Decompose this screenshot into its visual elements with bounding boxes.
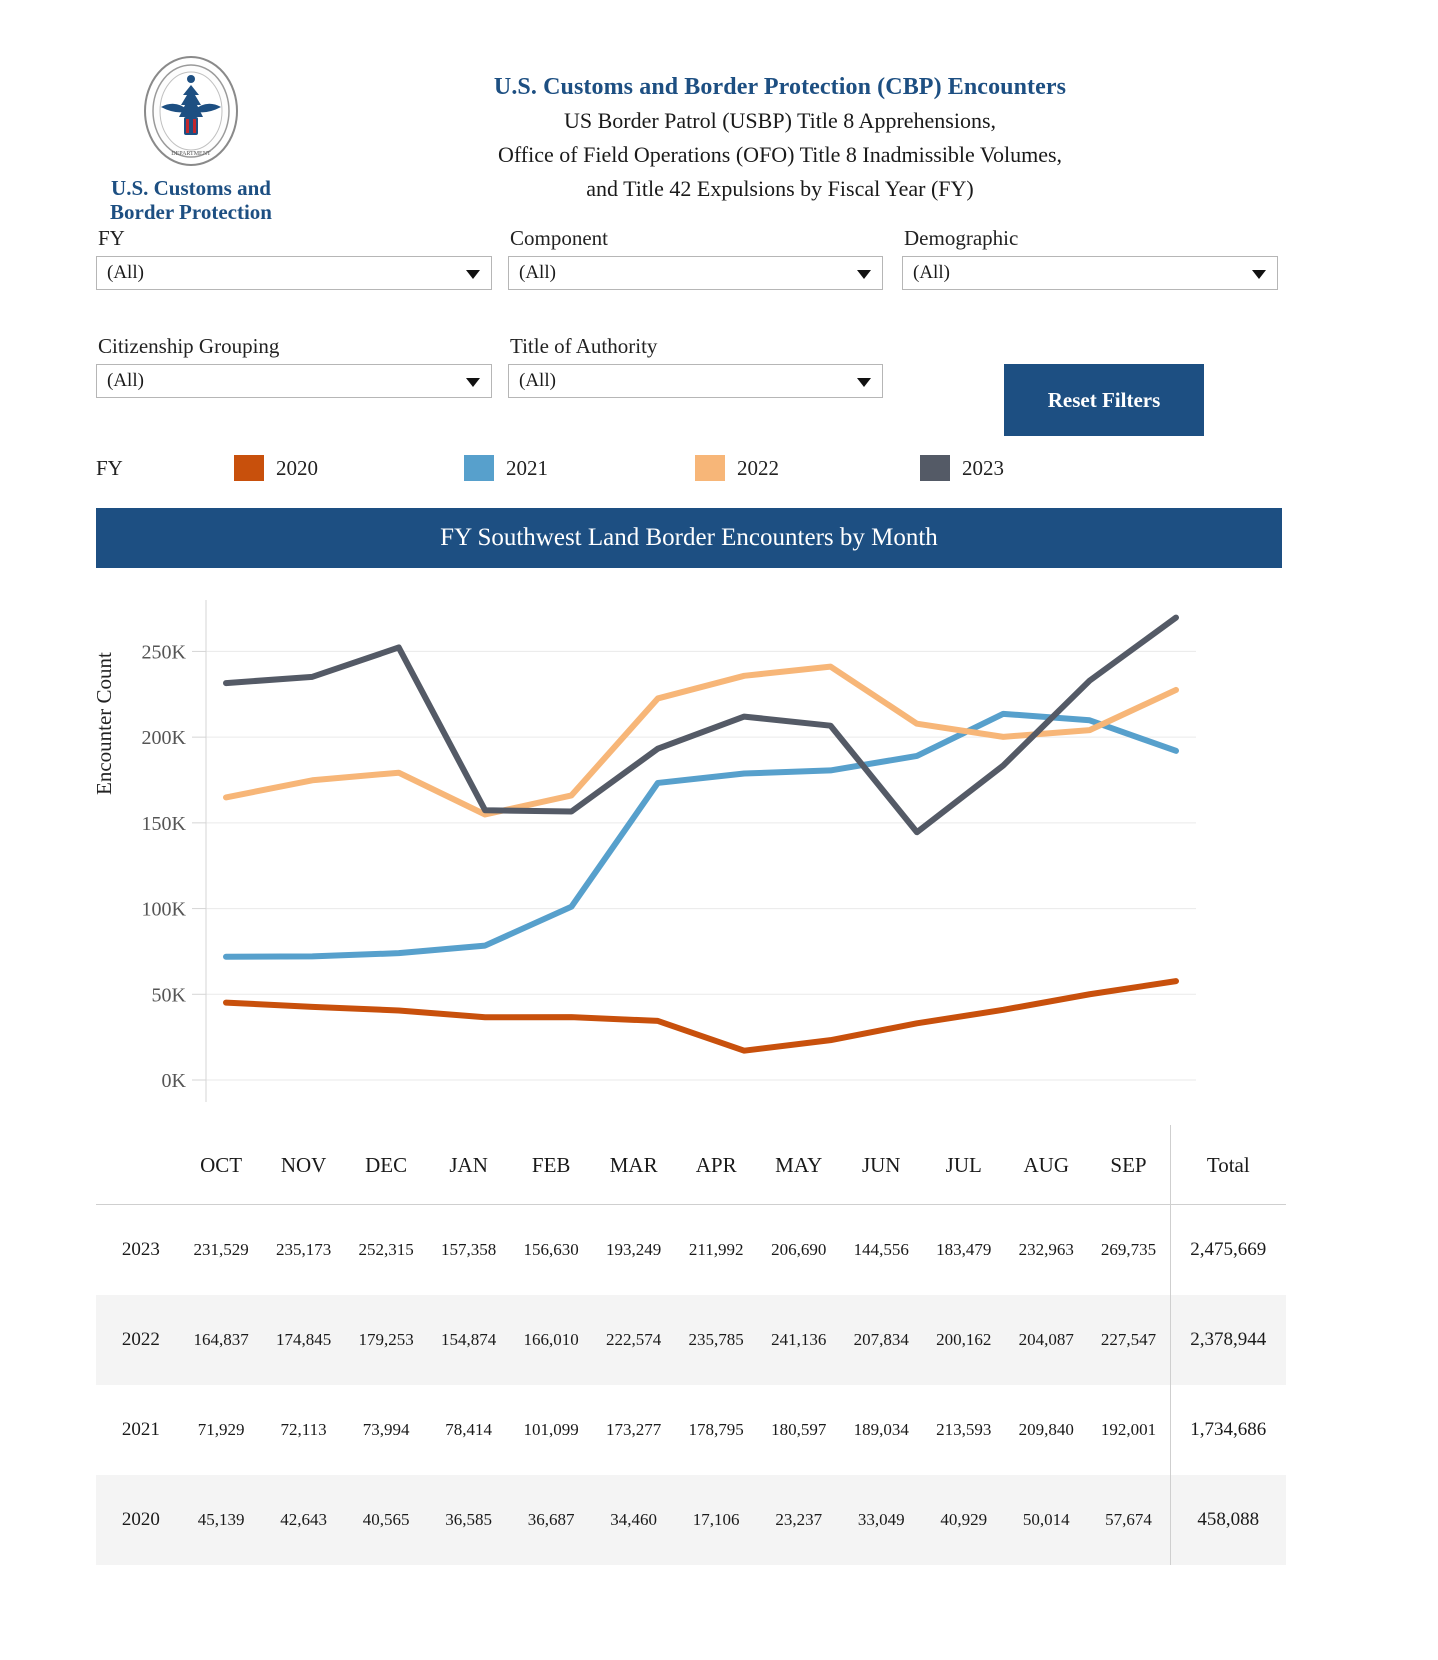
table-cell-apr: 178,795 [688,1420,744,1439]
filter-demographic-select[interactable] [902,256,1278,290]
legend-swatch-2020 [234,455,264,481]
table-cell-oct: 231,529 [193,1240,249,1259]
table-cell-mar: 173,277 [606,1420,662,1439]
table-cell-apr: 235,785 [675,1295,758,1385]
filter-citizenship-value: (All) [107,370,144,391]
filter-authority [508,336,883,398]
table-cell-mar: 193,249 [606,1240,662,1259]
table-row [96,1295,1286,1385]
table-cell-dec: 73,994 [362,1420,410,1439]
filter-authority-label: Title of Authority [510,334,658,358]
filter-demographic-label: Demographic [904,226,1019,250]
chevron-down-icon [466,378,480,387]
title-line2: US Border Patrol (USBP) Title 8 Apprehensions, [563,108,997,133]
legend-swatch-2021 [464,455,494,481]
table-col-total: Total [1170,1125,1286,1205]
table-cell-year: 2023 [121,1239,160,1260]
table-cell-aug: 209,840 [1018,1420,1074,1439]
filter-fy-value: (All) [107,262,144,283]
filter-demographic [902,228,1278,290]
table-cell-may: 23,237 [757,1475,840,1565]
filter-fy [96,228,492,290]
table-cell-dec: 40,565 [345,1475,428,1565]
title-main: U.S. Customs and Border Protection (CBP) Encounters [493,74,1067,100]
y-axis-title: Encounter Count [92,652,116,795]
legend-item-2020[interactable] [234,455,464,481]
filter-component-select[interactable] [508,256,883,290]
cbp-seal-icon [141,55,241,167]
table-cell-may: 241,136 [757,1295,840,1385]
table-cell-total: 1,734,686 [1170,1385,1286,1475]
table-cell-jan: 157,358 [441,1240,497,1259]
chart-series-2023 [226,618,1176,833]
page-header [0,0,1438,224]
legend-item-2021[interactable] [464,455,695,481]
encounters-table [96,1125,1286,1565]
table-cell-nov: 42,643 [262,1475,345,1565]
filter-citizenship-label: Citizenship Grouping [98,334,280,358]
filter-component [508,228,883,290]
filter-citizenship [96,336,492,398]
data-table-wrapper [96,1125,1286,1565]
table-col-oct: OCT [180,1125,263,1205]
logo-text-line2: Border Protection [110,199,272,224]
logo-text-line1: U.S. Customs and [111,176,271,200]
filter-row-1 [0,228,1438,336]
chevron-down-icon [857,378,871,387]
table-cell-mar: 222,574 [592,1295,675,1385]
y-tick-label: 150K [141,812,186,835]
chart-series-2021 [226,714,1176,957]
table-cell-oct: 45,139 [180,1475,263,1565]
y-tick-label: 250K [141,641,186,664]
table-col-mar: MAR [592,1125,675,1205]
table-col-year [96,1125,180,1205]
filter-fy-select[interactable] [96,256,492,290]
y-tick-label: 100K [141,898,186,921]
table-cell-dec: 179,253 [345,1295,428,1385]
table-cell-feb: 166,010 [510,1295,593,1385]
table-head [96,1125,1286,1205]
filter-authority-value: (All) [519,370,556,391]
table-cell-sep: 192,001 [1100,1420,1157,1439]
table-cell-jul: 213,593 [936,1420,992,1439]
table-cell-aug: 232,963 [1018,1240,1074,1259]
table-cell-oct: 71,929 [197,1420,245,1439]
legend-label-2020: 2020 [276,455,318,480]
table-cell-apr: 211,992 [688,1240,744,1259]
chevron-down-icon [1252,270,1266,279]
table-col-apr: APR [675,1125,758,1205]
y-tick-label: 50K [151,984,186,1007]
table-col-aug: AUG [1005,1125,1088,1205]
chart-title-bar: FY Southwest Land Border Encounters by Month [96,508,1282,568]
table-cell-jul: 183,479 [936,1240,992,1259]
filter-component-label: Component [510,226,608,250]
table-col-jul: JUL [922,1125,1005,1205]
table-cell-year: 2020 [96,1475,180,1565]
legend-swatch-2022 [695,455,725,481]
filter-panel [0,228,1438,444]
cbp-logo-block [96,55,286,224]
table-row [96,1385,1286,1475]
table-cell-jul: 40,929 [922,1475,1005,1565]
table-cell-total: 2,378,944 [1170,1295,1286,1385]
table-header-row [96,1125,1286,1205]
legend-label-2022: 2022 [737,455,779,480]
legend-item-2023[interactable] [920,455,1120,481]
reset-filters-button[interactable]: Reset Filters [1004,364,1204,436]
table-cell-year: 2022 [96,1295,180,1385]
table-cell-jul: 200,162 [922,1295,1005,1385]
page-title [330,74,1230,203]
table-cell-jan: 36,585 [427,1475,510,1565]
filter-citizenship-select[interactable] [96,364,492,398]
legend-item-2022[interactable] [695,455,920,481]
title-line4: and Title 42 Expulsions by Fiscal Year (FY) [586,176,974,202]
table-cell-year: 2021 [121,1419,160,1440]
table-cell-aug: 204,087 [1005,1295,1088,1385]
filter-component-value: (All) [519,262,556,283]
y-tick-label: 0K [161,1070,186,1092]
filter-demographic-value: (All) [913,262,950,283]
legend-label-2023: 2023 [962,455,1004,480]
table-cell-total: 2,475,669 [1170,1205,1286,1296]
table-cell-apr: 17,106 [675,1475,758,1565]
filter-row-2 [0,336,1438,444]
table-col-sep: SEP [1088,1125,1171,1205]
table-cell-total: 458,088 [1170,1475,1286,1565]
table-cell-jun: 189,034 [853,1420,909,1439]
filter-authority-select[interactable] [508,364,883,398]
table-row [96,1475,1286,1565]
chart-series-2020 [226,981,1176,1051]
table-cell-jan: 78,414 [445,1420,492,1439]
table-col-jun: JUN [840,1125,923,1205]
table-cell-mar: 34,460 [592,1475,675,1565]
table-cell-feb: 156,630 [523,1240,579,1259]
table-cell-nov: 235,173 [275,1240,332,1259]
table-col-nov: NOV [262,1125,345,1205]
svg-text:DEPARTMENT: DEPARTMENT [171,151,211,157]
table-cell-may: 180,597 [771,1420,827,1439]
table-cell-oct: 164,837 [180,1295,263,1385]
table-cell-dec: 252,315 [358,1240,414,1259]
table-cell-sep: 57,674 [1088,1475,1171,1565]
filter-fy-label: FY [98,226,125,250]
chart-legend [96,452,1286,484]
table-cell-may: 206,690 [771,1240,827,1259]
legend-label-2021: 2021 [506,455,548,480]
table-cell-feb: 101,099 [523,1420,579,1439]
table-cell-feb: 36,687 [510,1475,593,1565]
table-body [96,1205,1286,1566]
table-col-dec: DEC [345,1125,428,1205]
y-tick-label: 200K [141,727,186,750]
table-col-feb: FEB [510,1125,593,1205]
table-col-may: MAY [757,1125,840,1205]
table-cell-sep: 227,547 [1088,1295,1171,1385]
chevron-down-icon [857,270,871,279]
legend-swatch-2023 [920,455,950,481]
table-cell-aug: 50,014 [1005,1475,1088,1565]
legend-title: FY [96,455,123,480]
title-line3: Office of Field Operations (OFO) Title 8 Inadmissible Volumes, [497,142,1063,168]
line-chart [92,580,1282,1125]
chart-plot [96,580,1282,1125]
table-cell-jan: 154,874 [427,1295,510,1385]
table-row [96,1205,1286,1296]
table-cell-jun: 33,049 [840,1475,923,1565]
table-col-jan: JAN [427,1125,510,1205]
table-cell-jun: 207,834 [840,1295,923,1385]
table-cell-sep: 269,735 [1100,1240,1157,1259]
table-cell-nov: 72,113 [280,1420,327,1439]
table-cell-nov: 174,845 [262,1295,345,1385]
table-cell-jun: 144,556 [853,1240,909,1259]
chevron-down-icon [466,270,480,279]
chart-series-2022 [226,667,1176,815]
